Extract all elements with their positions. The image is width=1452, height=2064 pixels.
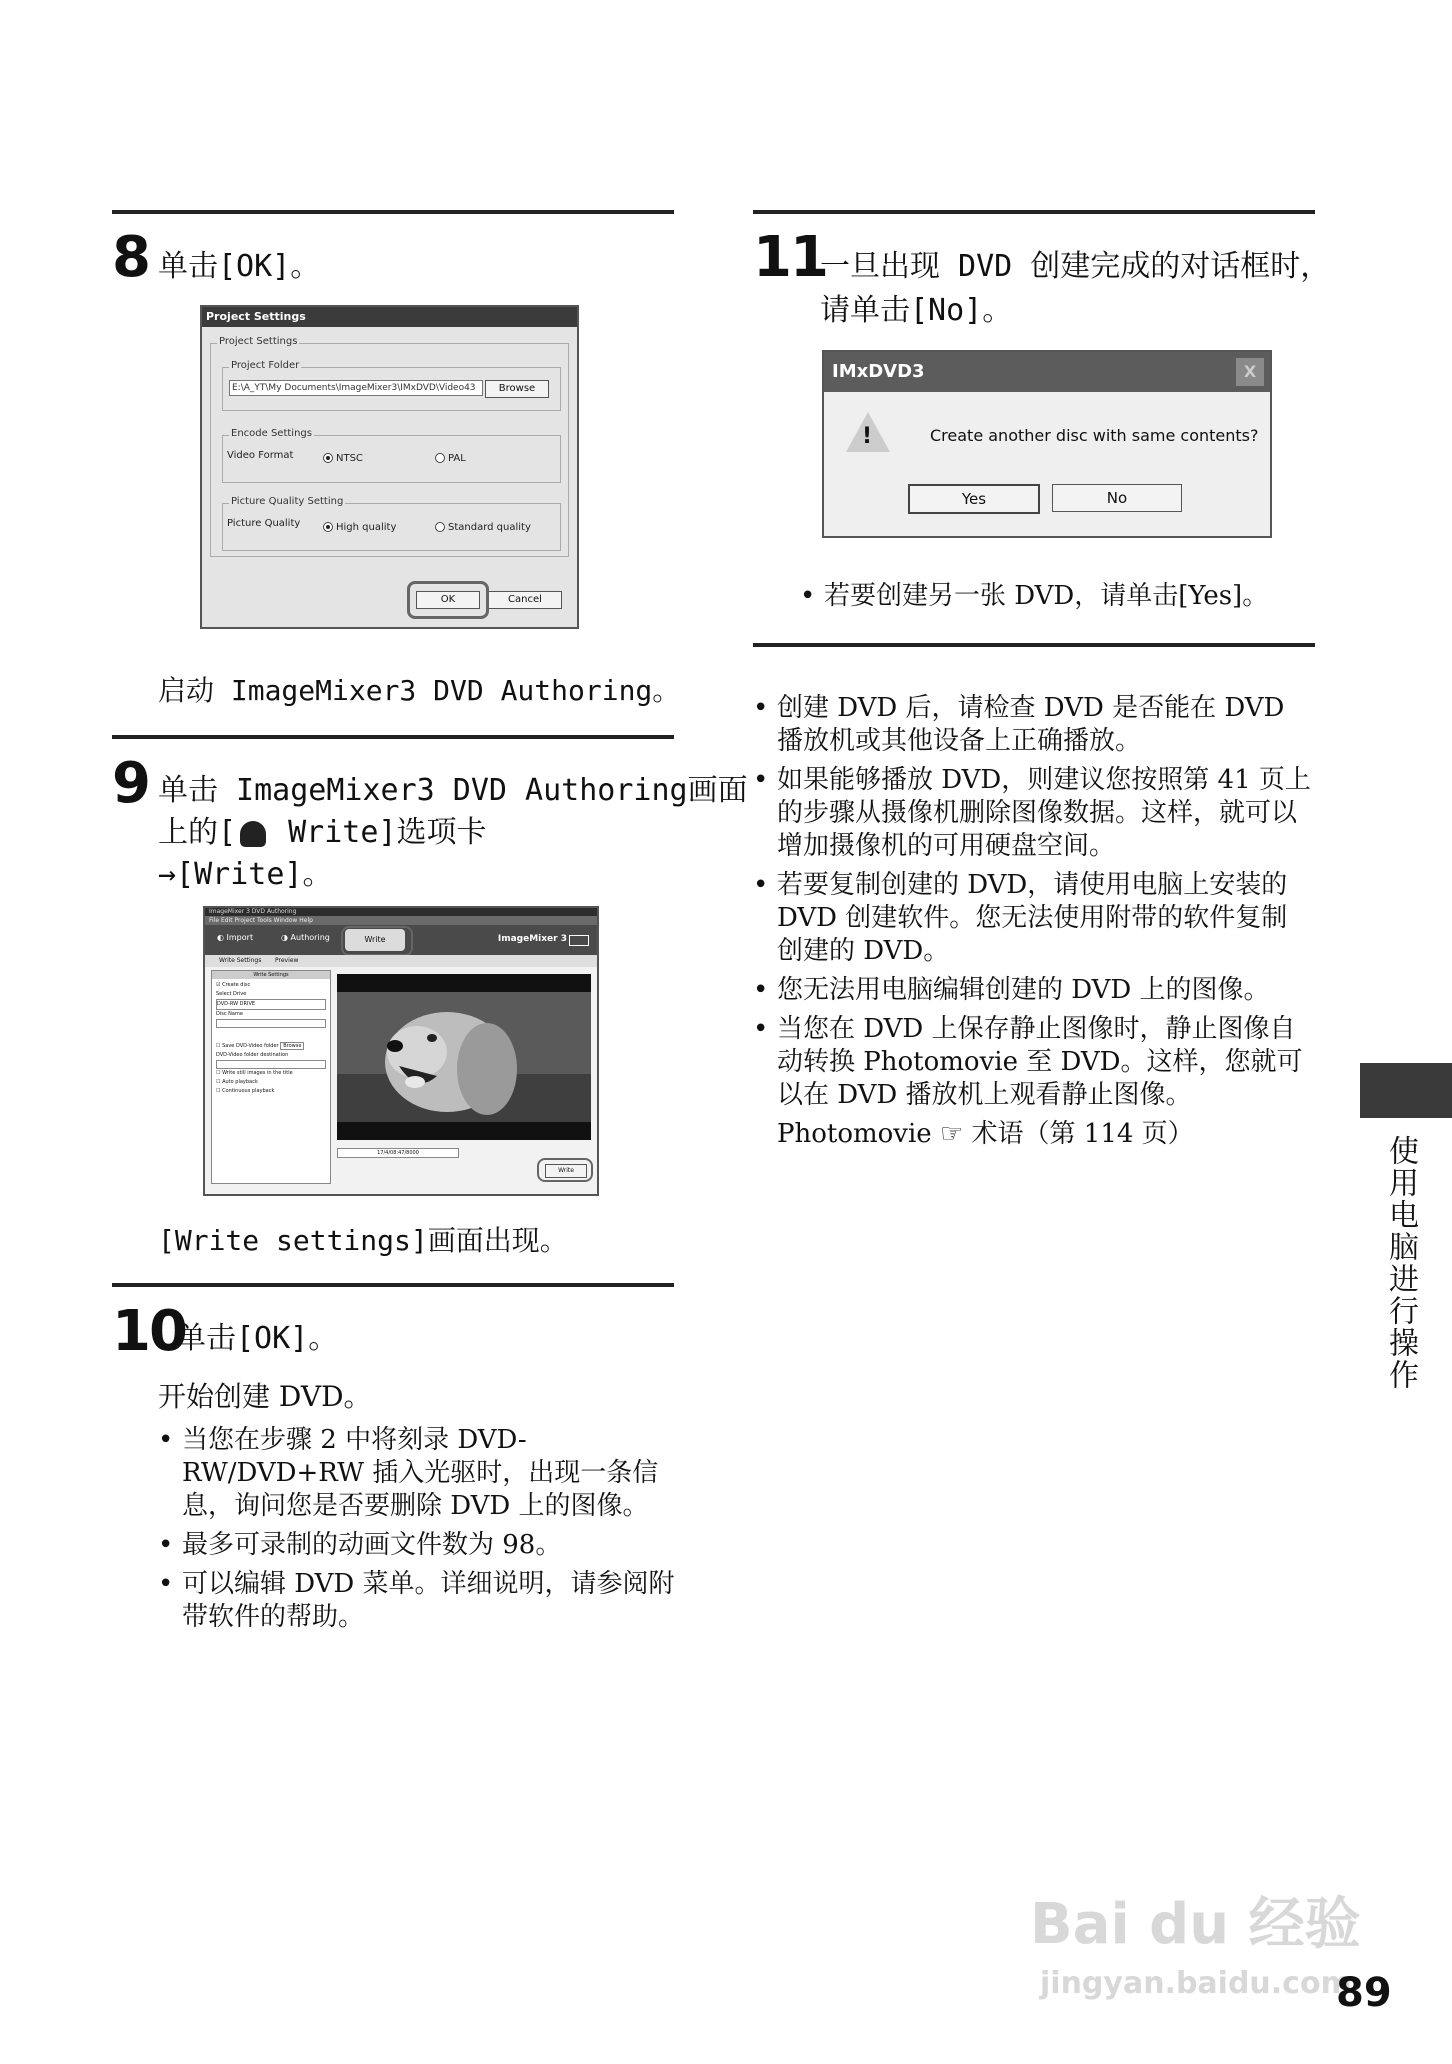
divider-step11 [753,210,1315,214]
ok-button[interactable]: OK [416,591,480,609]
note-2: • 如果能够播放 DVD，则建议您按照第 41 页上的步骤从摄像机删除图像数据。这样，就可以增加摄像机的可用硬盘空间。 [753,764,1313,863]
step8-title: 单击[OK]。 [158,249,321,284]
group-label: Project Settings [219,336,298,347]
auto-playback-checkbox[interactable]: ☐ Auto playback [216,1079,258,1085]
group-label: Picture Quality Setting [231,496,344,507]
step8-number: 8 [112,225,149,290]
ntsc-radio[interactable]: NTSC [323,453,363,464]
panel-title: Write Settings [212,971,330,979]
menu-tools[interactable]: Tools [256,917,272,924]
section-label: 使用电脑进行操作 [1383,1135,1418,1391]
warning-mark: ! [862,424,873,449]
cancel-button[interactable]: Cancel [488,591,562,609]
step10-number: 10 [112,1299,186,1364]
app-subtabs [205,955,597,967]
folder-browse-button[interactable]: Browse [280,1042,304,1050]
divider-step10 [112,1283,674,1287]
project-settings-dialog [200,305,579,629]
continuous-playback-checkbox[interactable]: ☐ Continuous playback [216,1088,275,1094]
step9-note: [Write settings]画面出现。 [158,1224,568,1257]
save-folder-checkbox[interactable]: ☐ Save DVD-Video folder Browse [216,1042,326,1051]
radio-selected-icon [323,522,333,532]
app-menubar [205,916,597,925]
dialog-title: Project Settings [202,307,577,327]
write-still-checkbox[interactable]: ☐ Write still images in the title [216,1070,293,1076]
encode-settings-group [222,428,561,483]
folder-destination-label: DVD-Video folder destination [216,1052,289,1058]
divider-step8 [112,210,674,214]
notes-list [753,692,1313,1151]
watermark-url: jingyan.baidu.com [1040,1966,1352,2001]
brand-label: ImageMixer 3 [497,934,567,944]
step10-bullets [158,1424,678,1640]
menu-window[interactable]: Window [273,917,298,924]
imxdvd3-title: IMxDVD3 [832,361,925,382]
write-button[interactable]: Write [545,1164,587,1178]
picture-quality-group [222,496,561,551]
standard-quality-radio[interactable]: Standard quality [435,522,531,533]
page-number: 89 [1336,1970,1392,2016]
close-icon[interactable]: X [1236,358,1264,386]
section-tab [1360,1063,1452,1118]
group-label: Project Folder [231,360,300,371]
drive-select[interactable]: DVD-RW DRIVE [216,999,326,1010]
create-disc-checkbox[interactable]: ☑ Create disc [216,982,251,988]
note-3: • 若要复制创建的 DVD，请使用电脑上安装的 DVD 创建软件。您无法使用附带的软件复制创建的 DVD。 [753,869,1313,968]
radio-icon [435,522,445,532]
app-titlebar: ImageMixer 3 DVD Authoring [205,908,597,916]
high-quality-radio[interactable]: High quality [323,522,396,533]
step8-note: 启动 ImageMixer3 DVD Authoring。 [158,674,681,707]
step11-number: 11 [753,225,827,290]
note-4: • 您无法用电脑编辑创建的 DVD 上的图像。 [753,974,1313,1007]
preview-pane [337,974,591,1140]
menu-help[interactable]: Help [299,917,313,924]
disc-name-label: Disc Name [216,1011,243,1017]
step10-bullet-3: • 可以编辑 DVD 菜单。详细说明，请参阅附带软件的帮助。 [158,1568,678,1634]
browse-button[interactable]: Browse [485,380,549,398]
menu-edit[interactable]: Edit [220,917,233,924]
step9-title-line1: 单击 ImageMixer3 DVD Authoring画面 [158,773,748,808]
imagemixer-window [203,906,599,1196]
menu-file[interactable]: File [209,917,220,924]
step10-title: 单击[OK]。 [176,1321,339,1356]
folder-destination-input[interactable] [216,1060,326,1069]
divider-notes [753,643,1315,647]
menu-project[interactable]: Project [234,917,256,924]
ok-highlight [407,581,489,619]
folder-path-field[interactable]: E:\A_YT\My Documents\ImageMixer3\IMxDVD\Video43 [229,380,483,396]
write-tab-icon [240,821,266,847]
imxdvd3-titlebar [824,352,1270,392]
write-tab-highlight [341,926,413,956]
group-label: Encode Settings [231,428,312,439]
glossary-reference: Photomovie ☞ 术语（第 114 页） [777,1119,1194,1149]
step9-title-line3: →[Write]。 [158,857,333,892]
step11-title-line2: 请单击[No]。 [820,293,1013,328]
video-format-label: Video Format [227,450,294,461]
step11-bullet: • 若要创建另一张 DVD，请单击[Yes]。 [800,580,1300,619]
note-1: • 创建 DVD 后，请检查 DVD 是否能在 DVD 播放机或其他设备上正确播放。 [753,692,1313,758]
subtab-write-settings[interactable]: Write Settings [219,957,262,964]
tab-import[interactable]: ◐ Import [217,933,254,942]
write-settings-panel [211,970,331,1184]
subtab-preview[interactable]: Preview [275,957,299,964]
project-folder-group [222,360,561,411]
watermark-logo: Bai du 经验 [1030,1892,1361,1957]
pal-radio[interactable]: PAL [435,453,466,464]
write-button-highlight [537,1158,593,1182]
radio-selected-icon [323,453,333,463]
tab-write[interactable]: Write [345,929,405,951]
step9-number: 9 [112,751,149,816]
step11-title-line1: 一旦出现 DVD 创建完成的对话框时， [820,249,1331,284]
yes-button[interactable]: Yes [908,484,1040,514]
radio-icon [435,453,445,463]
select-drive-label: Select Drive [216,991,247,997]
step9-title-line2: 上的[ Write]选项卡 [158,815,487,850]
dialog-message: Create another disc with same contents? [930,426,1259,445]
note-5: • 当您在 DVD 上保存静止图像时，静止图像自动转换 Photomovie 至 DVD。这样，您就可以在 DVD 播放机上观看静止图像。 [753,1013,1313,1112]
picture-quality-label: Picture Quality [227,518,301,529]
disc-name-input[interactable] [216,1019,326,1028]
no-button[interactable]: No [1052,484,1182,512]
tab-authoring[interactable]: ◑ Authoring [281,933,330,942]
timeline-bar[interactable]: 17/4/08:47/8000 [337,1148,459,1158]
step10-bullet-2: • 最多可录制的动画文件数为 98。 [158,1529,678,1562]
divider-step9 [112,735,674,739]
imxdvd3-dialog [822,350,1272,538]
dog-photo [337,974,591,1140]
step10-bullet-1: • 当您在步骤 2 中将刻录 DVD-RW/DVD+RW 插入光驱时，出现一条信息，询问您是否要删除 DVD 上的图像。 [158,1424,678,1523]
step10-note: 开始创建 DVD。 [158,1380,372,1413]
brand-icon [569,935,589,946]
